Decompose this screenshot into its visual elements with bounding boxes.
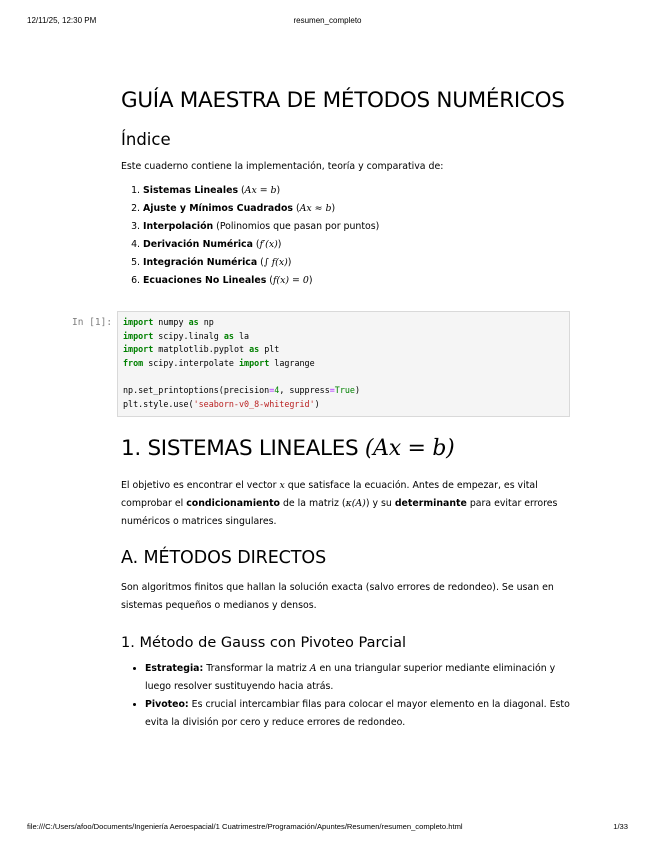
toc-item — [143, 218, 573, 236]
bullet-text: Transformar la matriz — [203, 663, 310, 674]
section-heading-text: 1. SISTEMAS LINEALES — [121, 436, 365, 461]
code-token: import — [123, 317, 154, 327]
bold-text: determinante — [394, 498, 467, 509]
bold-text: condicionamiento — [186, 498, 280, 509]
toc-item — [143, 254, 573, 272]
code-line — [123, 357, 565, 371]
code-token: numpy — [153, 317, 189, 327]
bullet-math: A — [309, 663, 317, 674]
code-token: plt.style.use( — [123, 398, 194, 409]
bullet-list — [121, 660, 576, 732]
bullet-label: Estrategia: — [145, 663, 204, 674]
index-heading: Índice — [121, 130, 171, 149]
code-token: import — [238, 357, 270, 368]
code-token: 'seaborn-v0_8-whitegrid' — [193, 398, 315, 409]
toc-item-text: ( — [252, 239, 260, 250]
toc-item-title: Integración Numérica — [143, 257, 258, 268]
intro-paragraph: Este cuaderno contiene la implementación, teoría y comparativa de: — [121, 161, 444, 172]
text: El objetivo es encontrar el vector — [121, 480, 280, 491]
code-token: matplotlib.pyplot — [153, 344, 250, 355]
toc-item-text: ( — [257, 257, 264, 268]
toc-item-math: f′(x) — [259, 239, 278, 250]
toc-item-title: Sistemas Lineales — [143, 185, 239, 196]
cell-prompt: In [1]: — [72, 317, 113, 328]
print-title: resumen_completo — [293, 16, 362, 25]
text: que satisface la ecuación. Antes de empezar, es vital comprobar el — [121, 480, 538, 509]
code-block — [117, 311, 570, 417]
page-title: GUÍA MAESTRA DE MÉTODOS NUMÉRICOS — [121, 88, 565, 113]
code-line — [123, 316, 565, 330]
code-token: True — [334, 384, 355, 395]
math-kappa: κ(A) — [345, 498, 366, 509]
notebook-body — [121, 88, 573, 290]
toc-item — [143, 236, 573, 254]
bullet-item — [145, 660, 576, 696]
toc-item-title: Ajuste y Mínimos Cuadrados — [143, 203, 293, 214]
code-token: import — [123, 330, 154, 341]
method-heading: 1. Método de Gauss con Pivoteo Parcial — [121, 635, 407, 651]
toc-item-text: ) — [287, 257, 292, 268]
subsection-paragraph: Son algoritmos finitos que hallan la solución exacta (salvo errores de redondeo). Se usan en sistemas pequeños o medianos y densos. — [121, 582, 554, 611]
toc-item-text: ) — [276, 185, 281, 196]
toc-item-text: ( — [266, 275, 273, 286]
toc-item-math: ∫ f(x) — [263, 257, 288, 268]
code-line — [123, 398, 565, 412]
toc-item-text: ) — [308, 275, 313, 286]
code-token: , suppress — [279, 384, 330, 395]
code-token: 4 — [274, 384, 280, 395]
code-token: as — [223, 330, 234, 341]
code-token: ) — [354, 384, 361, 395]
toc-item-text: ( — [238, 185, 245, 196]
code-token: import — [123, 344, 154, 355]
code-token: as — [249, 344, 260, 355]
toc-item-math: f(x) = 0 — [272, 275, 309, 286]
code-line — [123, 343, 565, 357]
code-token: = — [329, 384, 335, 395]
section-linear-systems — [121, 436, 576, 732]
code-line — [123, 330, 565, 344]
toc-item-title: Derivación Numérica — [143, 239, 253, 250]
code-token: scipy.linalg — [153, 330, 224, 341]
code-token: lagrange — [269, 357, 315, 368]
toc-item-math: Ax = b — [244, 185, 277, 196]
bullet-label: Pivoteo: — [145, 699, 189, 710]
code-token: ) — [314, 398, 320, 409]
section-heading-math: (Ax = b) — [364, 436, 455, 461]
toc-item-text: (Polinomios que pasan por puntos) — [213, 221, 380, 232]
toc-item-title: Interpolación — [143, 221, 214, 232]
print-datetime: 12/11/25, 12:30 PM — [27, 16, 97, 25]
code-line — [123, 370, 565, 384]
section-paragraph — [121, 477, 576, 531]
bullet-text: Es crucial intercambiar filas para colocar el mayor elemento en la diagonal. Esto evita la división por cero y reduce errores de redondeo. — [145, 699, 570, 728]
subsection-heading: A. MÉTODOS DIRECTOS — [121, 548, 327, 568]
table-of-contents — [121, 182, 573, 290]
code-token: from — [123, 357, 144, 368]
code-token: np — [198, 317, 214, 327]
code-token: as — [188, 317, 199, 327]
code-line — [123, 384, 565, 398]
math-x: x — [279, 480, 285, 491]
toc-item-math: Ax ≈ b — [299, 203, 332, 214]
print-file-path: file:///C:/Users/afoo/Documents/Ingeniería Aeroespacial/1 Cuatrimestre/Programación/Apuntes/Resumen/resumen_completo.html — [27, 822, 463, 831]
text: ) y su — [365, 498, 395, 509]
code-token: np.set_printoptions(precision — [123, 384, 270, 395]
toc-item-text: ) — [277, 239, 282, 250]
toc-item-title: Ecuaciones No Lineales — [143, 275, 267, 286]
toc-item — [143, 200, 573, 218]
toc-item — [143, 272, 573, 290]
print-page-number: 1/33 — [613, 822, 628, 831]
text: de la matriz ( — [280, 498, 346, 509]
toc-item-text: ( — [292, 203, 300, 214]
code-token: la — [233, 330, 250, 341]
text: para evitar errores numéricos o matrices singulares. — [121, 498, 558, 527]
toc-item — [143, 182, 573, 200]
bullet-text: en una triangular superior mediante eliminación y luego resolver sustituyendo hacia atrás. — [145, 663, 556, 692]
code-token: plt — [259, 344, 280, 355]
code-token: scipy.interpolate — [143, 357, 239, 368]
code-token: = — [269, 384, 275, 395]
bullet-item — [145, 696, 576, 732]
section-heading — [121, 436, 576, 461]
toc-item-text: ) — [331, 203, 336, 214]
